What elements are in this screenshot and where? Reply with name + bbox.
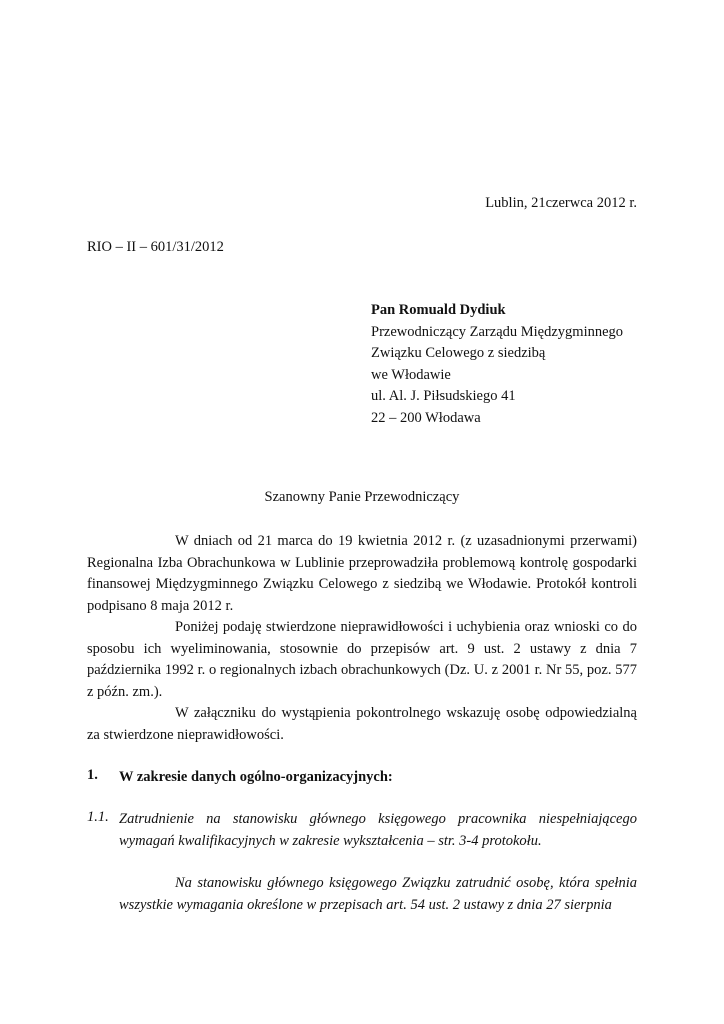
- salutation: Szanowny Panie Przewodniczący: [264, 489, 460, 505]
- recipient-line: Przewodniczący Zarządu Międzygminnego: [371, 323, 624, 340]
- recipient-block: [371, 300, 623, 430]
- item-number: 1.1.: [87, 809, 109, 825]
- recipient-line: 22 – 200 Włodawa: [371, 409, 481, 426]
- recommendation-text: Na stanowisku głównego księgowego Związku zatrudnić osobę, która spełnia wszystkie wymagania określone w przepisach art. 54 ust. 2 ustawy z dnia 27 sierpnia: [119, 875, 637, 913]
- paragraph-text: Poniżej podaję stwierdzone nieprawidłowości i uchybienia oraz wnioski co do sposobu ich wyeliminowania, stosownie do przepisów art. 9 ust. 2 ustawy z dnia 7 października 1992 r. o regionalnych izbach obrachunkowych (Dz. U. z 2001 r. Nr 55, poz. 577 z późn. zm.).: [87, 619, 637, 700]
- reference-number: RIO – II – 601/31/2012: [87, 239, 224, 255]
- paragraph-text: W dniach od 21 marca do 19 kwietnia 2012 r. (z uzasadnionymi przerwami) Regionalna Izba Obrachunkowa w Lublinie przeprowadziła problemową kontrolę gospodarki finansowej Międzygminnego Związku Celowego z siedzibą we Włodawie. Protokół kontroli podpisano 8 maja 2012 r.: [87, 533, 637, 614]
- body-paragraph-1: [87, 531, 637, 617]
- place-date: Lublin, 21czerwca 2012 r.: [485, 195, 637, 211]
- section-title: W zakresie danych ogólno-organizacyjnych:: [119, 769, 393, 785]
- recipient-line: ul. Al. J. Piłsudskiego 41: [371, 388, 516, 405]
- recipient-name: Pan Romuald Dydiuk: [371, 302, 506, 318]
- section-number: 1.: [87, 767, 98, 783]
- item-recommendation: [119, 873, 637, 916]
- recipient-line: we Włodawie: [371, 366, 451, 383]
- recipient-line: Związku Celowego z siedzibą: [371, 345, 546, 362]
- body-paragraph-2: [87, 617, 637, 703]
- paragraph-text: W załączniku do wystąpienia pokontrolnego wskazuję osobę odpowiedzialną za stwierdzone nieprawidłowości.: [87, 705, 637, 743]
- item-text: Zatrudnienie na stanowisku głównego księgowego pracownika niespełniającego wymagań kwalifikacyjnych w zakresie wykształcenia – str. 3-4 protokołu.: [119, 811, 637, 849]
- body-paragraph-3: [87, 703, 637, 746]
